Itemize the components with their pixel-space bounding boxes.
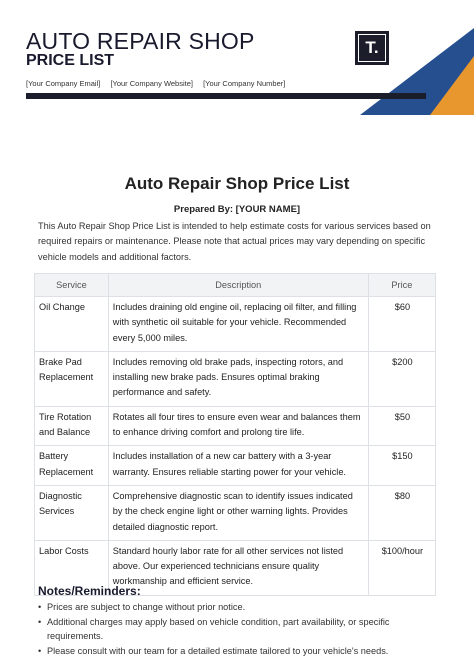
header-price: Price — [368, 274, 435, 297]
description-cell: Includes removing old brake pads, inspecting rotors, and installing new brake pads. Ensures optimal braking performance and safety. — [108, 351, 368, 406]
header-description: Description — [108, 274, 368, 297]
table-header-row — [35, 274, 436, 297]
company-email: [Your Company Email] — [26, 79, 101, 88]
description-cell: Includes draining old engine oil, replacing oil filter, and filling with synthetic oil suitable for your vehicle. Recommended every 5,000 miles. — [108, 297, 368, 352]
notes-list — [38, 600, 438, 658]
intro-paragraph: This Auto Repair Shop Price List is intended to help estimate costs for various services based on required repairs or maintenance. Please note that actual prices may vary depending on specific vehicle models and additional factors. — [38, 221, 431, 262]
price-cell: $100/hour — [368, 540, 435, 595]
company-website: [Your Company Website] — [110, 79, 193, 88]
notes-title: Notes/Reminders: — [38, 584, 141, 598]
table-row — [35, 446, 436, 486]
table-row — [35, 351, 436, 406]
description-cell: Standard hourly labor rate for all other services not listed above. Our experienced technicians ensure quality workmanship and efficient service. — [108, 540, 368, 595]
document-title: Auto Repair Shop Price List — [124, 174, 350, 193]
company-number: [Your Company Number] — [203, 79, 286, 88]
header-service: Service — [35, 274, 109, 297]
price-cell: $80 — [368, 485, 435, 540]
header-divider — [26, 93, 426, 99]
service-cell: Battery Replacement — [35, 446, 109, 486]
table-row — [35, 297, 436, 352]
list-item: • Please consult with our team for a detailed estimate tailored to your vehicle's needs. — [38, 644, 438, 659]
service-cell: Oil Change — [35, 297, 109, 352]
price-cell: $150 — [368, 446, 435, 486]
description-cell: Comprehensive diagnostic scan to identify issues indicated by the check engine light or other warning lights. Provides detailed diagnostic report. — [108, 485, 368, 540]
header-title-line1: AUTO REPAIR SHOP — [26, 28, 255, 54]
prepared-by: Prepared By: [YOUR NAME] — [173, 204, 301, 215]
description-cell: Rotates all four tires to ensure even wear and balances them to enhance driving comfort and prolong tire life. — [108, 406, 368, 446]
service-cell: Tire Rotation and Balance — [35, 406, 109, 446]
service-cell: Labor Costs — [35, 540, 109, 595]
contact-info — [26, 79, 293, 88]
list-item: • Additional charges may apply based on vehicle condition, part availability, or specific requirements. — [38, 615, 438, 644]
service-cell: Diagnostic Services — [35, 485, 109, 540]
description-cell: Includes installation of a new car battery with a 3-year warranty. Ensures reliable starting power for your vehicle. — [108, 446, 368, 486]
table-row — [35, 406, 436, 446]
service-cell: Brake Pad Replacement — [35, 351, 109, 406]
document-header — [0, 0, 474, 130]
list-item: • Prices are subject to change without prior notice. — [38, 600, 438, 615]
company-logo — [355, 31, 389, 65]
price-cell: $200 — [368, 351, 435, 406]
price-cell: $60 — [368, 297, 435, 352]
logo-letter: T. — [358, 34, 386, 62]
price-cell: $50 — [368, 406, 435, 446]
price-table — [34, 273, 436, 596]
header-title-line2: PRICE LIST — [26, 52, 115, 69]
table-row — [35, 485, 436, 540]
